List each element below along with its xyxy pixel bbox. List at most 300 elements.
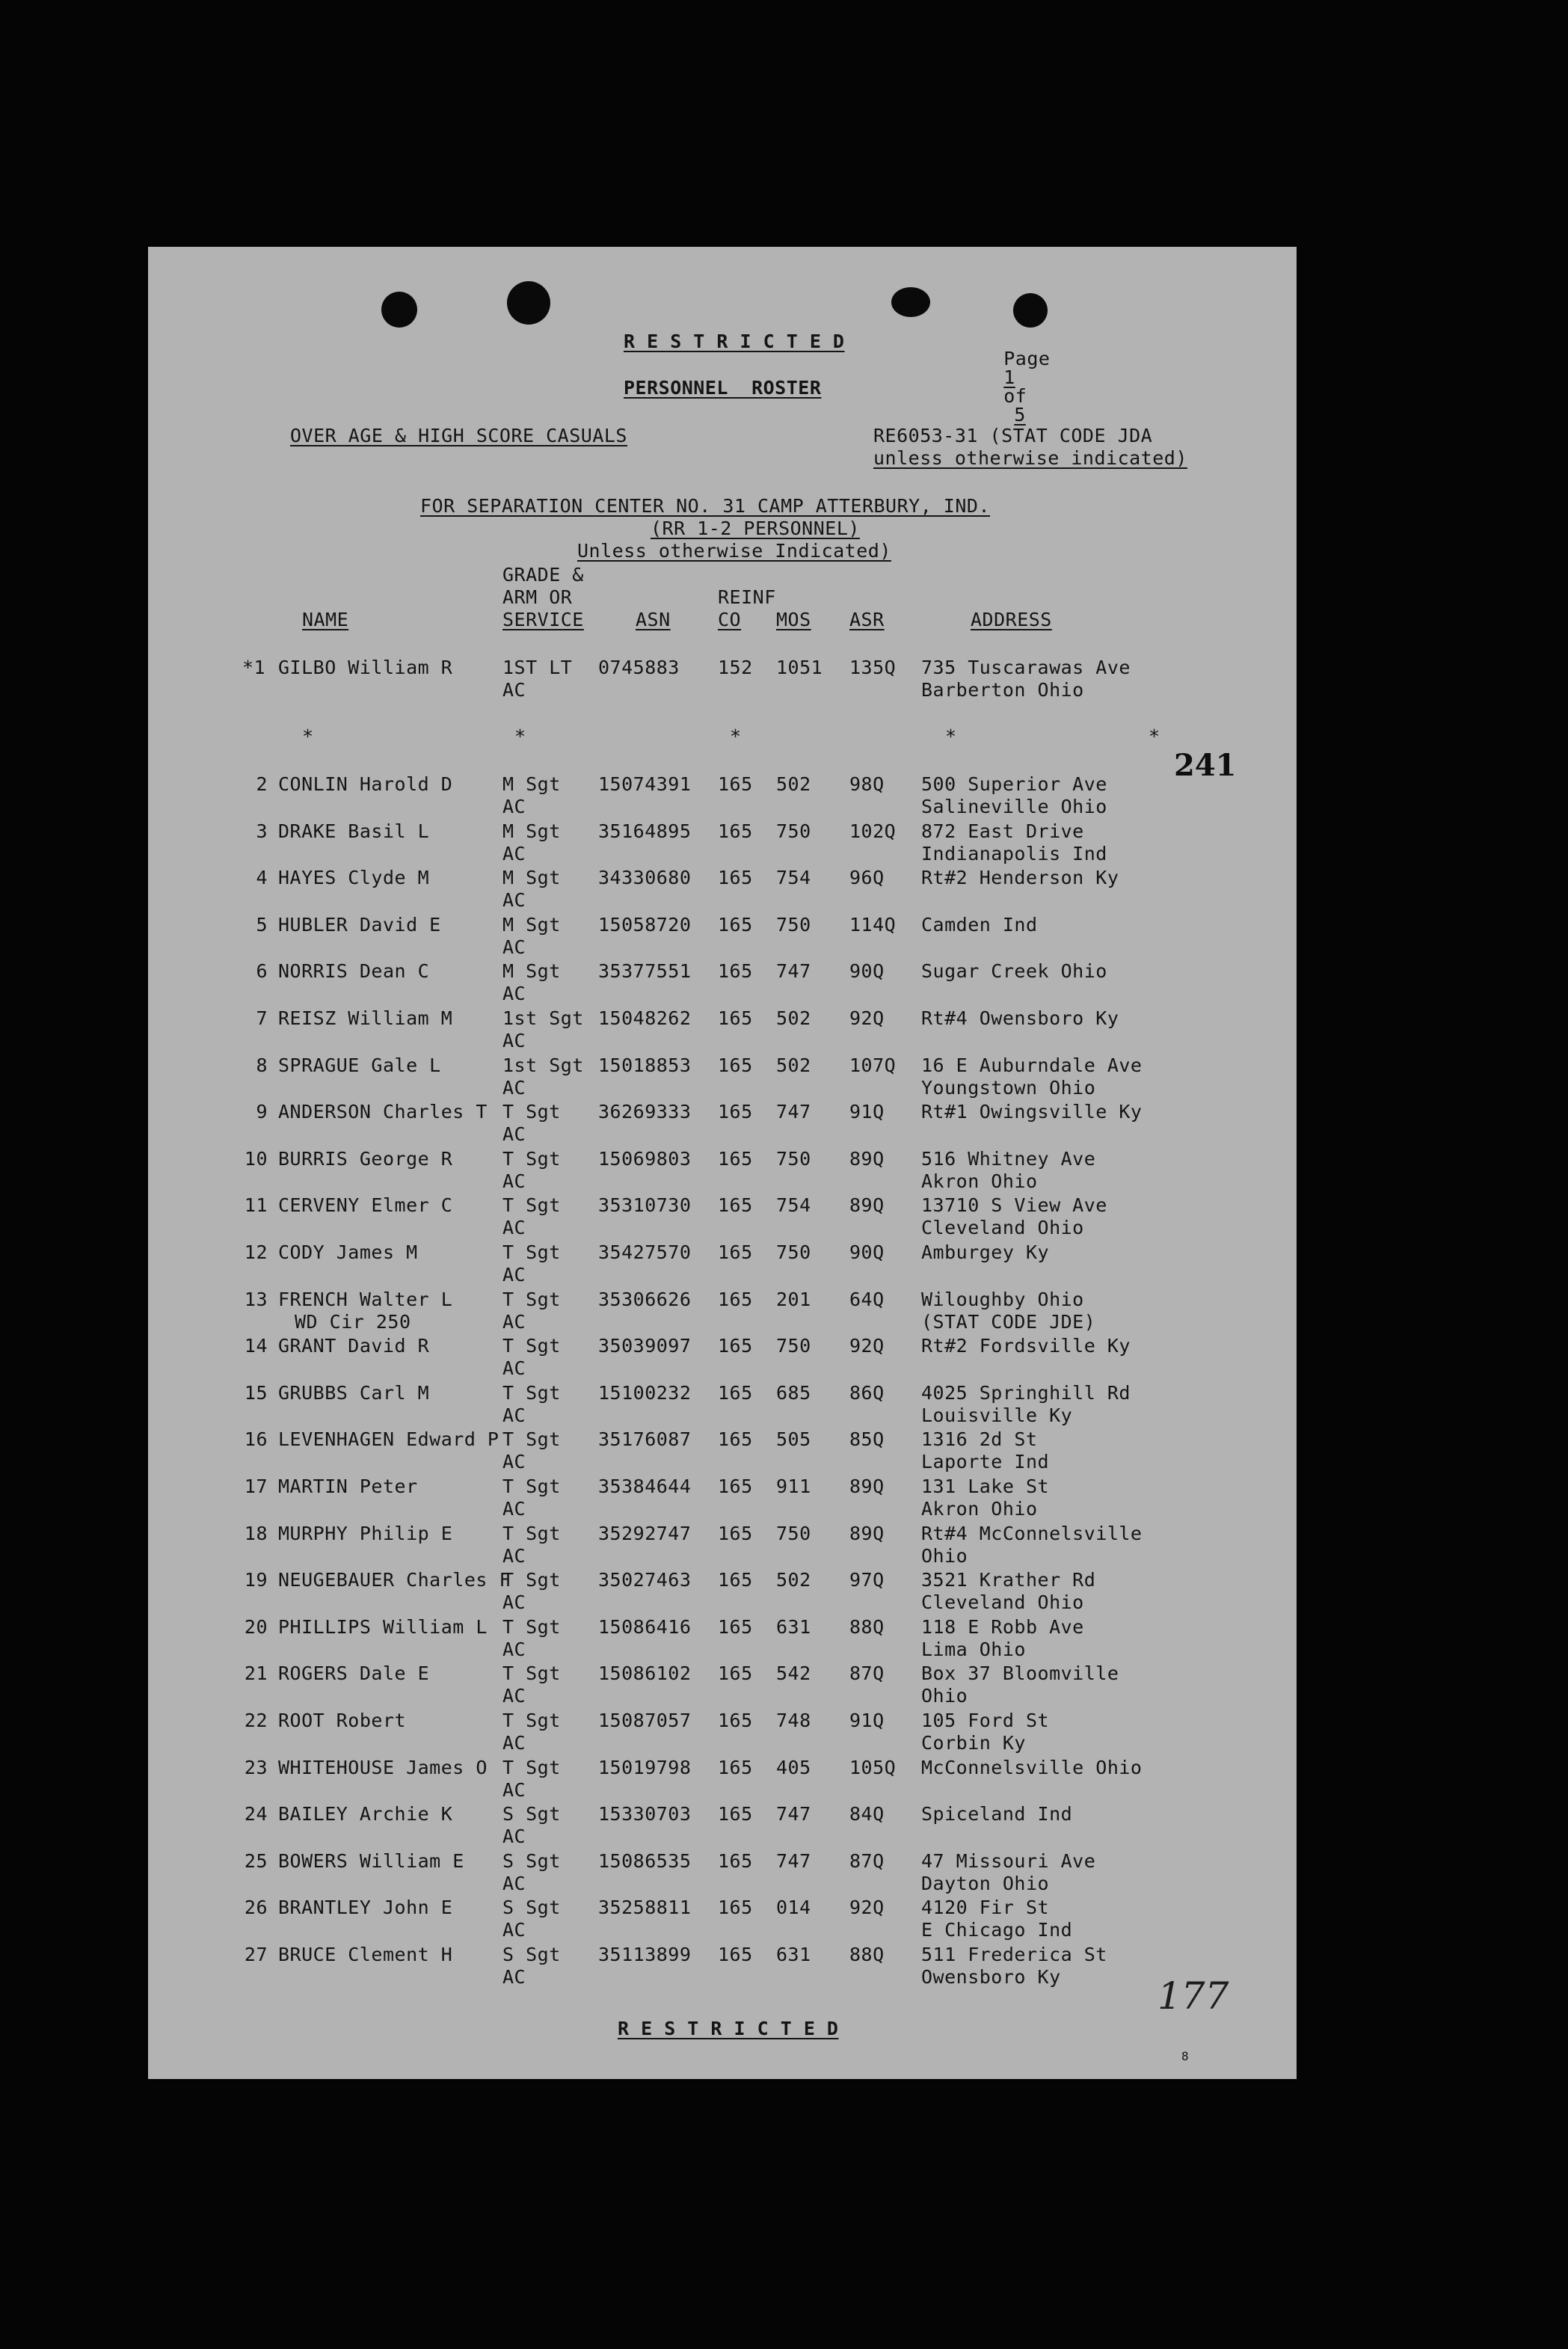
row-asr: 87Q [849,1662,885,1684]
row-num: 27 [244,1944,268,1965]
row-address-1: 500 Superior Ave [921,773,1107,795]
row-asn: 35176087 [598,1428,692,1450]
row-mos: 747 [776,1803,811,1825]
row-arm: AC [502,1779,526,1801]
row-name: GRANT David R [278,1335,430,1357]
row-name: GRUBBS Carl M [278,1382,430,1404]
table-row [148,1290,1297,1336]
row-co: 152 [718,657,753,678]
row-arm: AC [502,936,526,958]
row-name: NEUGEBAUER Charles F [278,1569,511,1591]
row-name: BAILEY Archie K [278,1803,453,1825]
center-line-1: FOR SEPARATION CENTER NO. 31 CAMP ATTERBURY, IND. [420,495,991,517]
row-grade: S Sgt [502,1897,561,1918]
row-grade: T Sgt [502,1428,561,1450]
row-address-2: Owensboro Ky [921,1966,1061,1988]
row-asr: 85Q [849,1428,885,1450]
row-co: 165 [718,867,753,888]
table-row [148,775,1297,821]
row-grade: T Sgt [502,1148,561,1170]
row-asn: 35113899 [598,1944,692,1965]
table-row [148,1430,1297,1476]
row-asn: 35258811 [598,1897,692,1918]
row-asr: 88Q [849,1944,885,1965]
row-co: 165 [718,1335,753,1357]
row-asr: 102Q [849,820,897,842]
restricted-footer: R E S T R I C T E D [618,2018,839,2039]
table-row [148,1102,1297,1149]
row-asn: 15069803 [598,1148,692,1170]
row-arm: AC [502,1826,526,1847]
row-name: PHILLIPS William L [278,1616,488,1638]
row-asr: 107Q [849,1054,897,1076]
col-reinf: REINF [718,586,776,608]
row-num: 18 [244,1523,268,1544]
row-num: 6 [256,960,268,982]
row-num: 16 [244,1428,268,1450]
row-name: HAYES Clyde M [278,867,430,888]
row-grade: T Sgt [502,1335,561,1357]
row-asn: 35292747 [598,1523,692,1544]
row-asn: 35039097 [598,1335,692,1357]
table-row [148,1618,1297,1664]
row-asn: 35384644 [598,1476,692,1497]
row-asn: 15018853 [598,1054,692,1076]
row-name: BURRIS George R [278,1148,453,1170]
row-asr: 87Q [849,1850,885,1872]
casual-title: OVER AGE & HIGH SCORE CASUALS [290,425,627,446]
row-arm: AC [502,1966,526,1988]
row-asn: 15086535 [598,1850,692,1872]
row-mos: 502 [776,1054,811,1076]
row-name: CERVENY Elmer C [278,1194,453,1216]
row-num: 14 [244,1335,268,1357]
table-row [148,1758,1297,1805]
asterisk-mark: * [730,725,742,747]
col-name: NAME [302,609,349,630]
row-co: 165 [718,1054,753,1076]
row-num: 3 [256,820,268,842]
row-grade: T Sgt [502,1289,561,1310]
row-address-2: Lima Ohio [921,1639,1026,1660]
row-address-2: Cleveland Ohio [921,1217,1084,1238]
row-name: NORRIS Dean C [278,960,430,982]
row-grade: 1st Sgt [502,1007,584,1029]
row-co: 165 [718,1662,753,1684]
row-arm: AC [502,1685,526,1707]
row-mos: 1051 [776,657,823,678]
row-mos: 750 [776,1335,811,1357]
row-mos: 502 [776,1007,811,1029]
row-num: 9 [256,1101,268,1123]
row-name: DRAKE Basil L [278,820,430,842]
table-row [148,1009,1297,1055]
row-arm: AC [502,1404,526,1426]
row-address-2: Indianapolis Ind [921,843,1107,865]
row-grade: S Sgt [502,1850,561,1872]
row-asr: 92Q [849,1335,885,1357]
row-grade: M Sgt [502,914,561,936]
row-address-1: 16 E Auburndale Ave [921,1054,1143,1076]
row-asr: 64Q [849,1289,885,1310]
page-total: 5 [1014,404,1026,426]
row-co: 165 [718,1944,753,1965]
row-address-2: Salineville Ohio [921,796,1107,817]
row-name: CODY James M [278,1241,418,1263]
row-asr: 84Q [849,1803,885,1825]
row-num: 2 [256,773,268,795]
row-grade: M Sgt [502,773,561,795]
table-row [148,1805,1297,1851]
row-co: 165 [718,1476,753,1497]
row-asn: 15100232 [598,1382,692,1404]
row-mos: 014 [776,1897,811,1918]
row-grade: S Sgt [502,1803,561,1825]
row-arm: AC [502,1451,526,1473]
row-asn: 34330680 [598,867,692,888]
row-asr: 91Q [849,1101,885,1123]
table-row [148,962,1297,1008]
row-arm: AC [502,1639,526,1660]
row-mos: 631 [776,1616,811,1638]
col-address: ADDRESS [971,609,1052,630]
row-address-1: 47 Missouri Ave [921,1850,1096,1872]
row-num: 7 [256,1007,268,1029]
row-name: BRUCE Clement H [278,1944,453,1965]
row-address-1: Rt#4 Owensboro Ky [921,1007,1119,1029]
row-mos: 911 [776,1476,811,1497]
row-address-1: Amburgey Ky [921,1241,1050,1263]
center-line-3: Unless otherwise Indicated) [577,540,891,562]
row-co: 165 [718,1007,753,1029]
row-num: 22 [244,1710,268,1731]
row-mos: 505 [776,1428,811,1450]
row-mos: 750 [776,1148,811,1170]
asterisk-mark: * [945,725,957,747]
row-asr: 135Q [849,657,897,678]
row-arm: AC [502,1030,526,1051]
row-co: 165 [718,1803,753,1825]
row-asr: 89Q [849,1148,885,1170]
row-name: ROOT Robert [278,1710,407,1731]
row-address-1: 105 Ford St [921,1710,1050,1731]
row-arm: AC [502,796,526,817]
row-mos: 405 [776,1757,811,1778]
row-num: 12 [244,1241,268,1263]
row-asn: 0745883 [598,657,680,678]
col-asn: ASN [636,609,671,630]
row-arm: AC [502,1077,526,1099]
row-num: 23 [244,1757,268,1778]
row-mos: 201 [776,1289,811,1310]
row-grade: 1st Sgt [502,1054,584,1076]
row-address-2: Barberton Ohio [921,679,1084,701]
row-co: 165 [718,1850,753,1872]
order-line-2: unless otherwise indicated) [873,447,1187,469]
row-asr: 91Q [849,1710,885,1731]
row-mos: 747 [776,960,811,982]
row-mos: 747 [776,1101,811,1123]
row-asn: 35306626 [598,1289,692,1310]
row-asr: 89Q [849,1194,885,1216]
row-name: ANDERSON Charles T [278,1101,488,1123]
row-name: WHITEHOUSE James O [278,1757,488,1778]
row-address-1: Spiceland Ind [921,1803,1073,1825]
row-name: HUBLER David E [278,914,441,936]
row-asr: 88Q [849,1616,885,1638]
row-name: MARTIN Peter [278,1476,418,1497]
table-row [148,1384,1297,1430]
row-num: 8 [256,1054,268,1076]
row-asr: 90Q [849,960,885,982]
row-name: MURPHY Philip E [278,1523,453,1544]
row-name: LEVENHAGEN Edward P [278,1428,499,1450]
row-address-2: Corbin Ky [921,1732,1026,1754]
row-num: 13 [244,1289,268,1310]
row-mos: 754 [776,867,811,888]
row-num: 21 [244,1662,268,1684]
row-name: BRANTLEY John E [278,1897,453,1918]
row-asr: 89Q [849,1476,885,1497]
table-row [148,1336,1297,1383]
row-asn: 35427570 [598,1241,692,1263]
row-address-1: Camden Ind [921,914,1038,936]
row-asr: 96Q [849,867,885,888]
row-asr: 97Q [849,1569,885,1591]
row-address-1: 735 Tuscarawas Ave [921,657,1131,678]
row-arm: AC [502,1217,526,1238]
row-address-1: 1316 2d St [921,1428,1038,1450]
table-row [148,1243,1297,1289]
row-address-1: McConnelsville Ohio [921,1757,1143,1778]
row-co: 165 [718,1148,753,1170]
row-address-2: Ohio [921,1545,968,1567]
table-row [148,1056,1297,1102]
row-co: 165 [718,1194,753,1216]
row-num: 5 [256,914,268,936]
order-line-1: RE6053-31 (STAT CODE JDA [873,425,1153,446]
row-arm: AC [502,889,526,911]
row-address-1: 3521 Krather Rd [921,1569,1096,1591]
row-co: 165 [718,1616,753,1638]
row-asr: 92Q [849,1007,885,1029]
row-address-2: Louisville Ky [921,1404,1073,1426]
table-row [148,1149,1297,1196]
row-grade: 1ST LT [502,657,573,678]
asterisk-mark: * [1149,725,1160,747]
row-arm: AC [502,1170,526,1192]
row-grade: T Sgt [502,1101,561,1123]
row-mos: 748 [776,1710,811,1731]
row-address-1: 516 Whitney Ave [921,1148,1096,1170]
row-asr: 86Q [849,1382,885,1404]
row-grade: S Sgt [502,1944,561,1965]
row-num: 4 [256,867,268,888]
row-co: 165 [718,1523,753,1544]
row-address-2: Akron Ohio [921,1498,1038,1520]
row-co: 165 [718,1569,753,1591]
page-number: 1 [1003,366,1015,388]
asterisk-mark: * [514,725,526,747]
restricted-header: R E S T R I C T E D [624,331,845,352]
row-address-2: (STAT CODE JDE) [921,1311,1096,1333]
row-co: 165 [718,1757,753,1778]
row-mos: 754 [776,1194,811,1216]
row-arm: AC [502,1591,526,1613]
row-mos: 750 [776,1523,811,1544]
row-arm: AC [502,1123,526,1145]
row-asn: 15086102 [598,1662,692,1684]
col-asr: ASR [849,609,885,630]
row-co: 165 [718,1897,753,1918]
row-num: 19 [244,1569,268,1591]
row-asn: 15086416 [598,1616,692,1638]
row-address-2: Cleveland Ohio [921,1591,1084,1613]
table-row [148,1898,1297,1944]
row-address-1: Rt#1 Owingsville Ky [921,1101,1143,1123]
row-mos: 542 [776,1662,811,1684]
row-arm: AC [502,983,526,1004]
row-name: REISZ William M [278,1007,453,1029]
row-num: *1 [242,657,266,678]
col-mos: MOS [776,609,811,630]
row-address-1: 4025 Springhill Rd [921,1382,1131,1404]
row-address-1: Rt#2 Henderson Ky [921,867,1119,888]
row-arm: AC [502,1498,526,1520]
table-row [148,1664,1297,1710]
table-row [148,868,1297,915]
row-name: BOWERS William E [278,1850,464,1872]
center-line-2: (RR 1-2 PERSONNEL) [651,518,860,539]
row-name-note: WD Cir 250 [295,1311,411,1333]
row-grade: T Sgt [502,1241,561,1263]
row-address-1: Sugar Creek Ohio [921,960,1107,982]
table-row [148,1711,1297,1757]
row-grade: T Sgt [502,1569,561,1591]
row-address-1: Rt#4 McConnelsville [921,1523,1143,1544]
table-row [148,1852,1297,1898]
row-asr: 90Q [849,1241,885,1263]
row-asn: 15074391 [598,773,692,795]
row-name: CONLIN Harold D [278,773,453,795]
row-grade: T Sgt [502,1476,561,1497]
row-co: 165 [718,820,753,842]
row-arm: AC [502,1311,526,1333]
roster-page [148,247,1297,2079]
table-row [148,915,1297,962]
row-arm: AC [502,1545,526,1567]
col-grade-1: GRADE & [502,564,584,586]
table-row [148,658,1297,704]
row-arm: AC [502,1357,526,1379]
col-grade-3: SERVICE [502,609,584,630]
col-grade-2: ARM OR [502,586,573,608]
row-mos: 502 [776,1569,811,1591]
page-of: of [1003,385,1027,407]
row-co: 165 [718,1428,753,1450]
row-address-1: 118 E Robb Ave [921,1616,1084,1638]
row-asn: 15048262 [598,1007,692,1029]
row-arm: AC [502,679,526,701]
page-label: Page [1003,348,1051,369]
row-asn: 36269333 [598,1101,692,1123]
row-num: 17 [244,1476,268,1497]
row-grade: T Sgt [502,1710,561,1731]
row-address-2: Dayton Ohio [921,1873,1050,1894]
row-co: 165 [718,960,753,982]
row-arm: AC [502,1919,526,1941]
asterisk-mark: * [302,725,314,747]
row-address-1: 131 Lake St [921,1476,1050,1497]
row-asn: 15087057 [598,1710,692,1731]
punch-hole [381,292,417,328]
row-address-1: Wiloughby Ohio [921,1289,1084,1310]
row-co: 165 [718,773,753,795]
row-asr: 114Q [849,914,897,936]
row-address-2: E Chicago Ind [921,1919,1073,1941]
row-num: 20 [244,1616,268,1638]
row-arm: AC [502,1264,526,1286]
row-co: 165 [718,1101,753,1123]
row-mos: 631 [776,1944,811,1965]
row-address-2: Youngstown Ohio [921,1077,1096,1099]
row-address-2: Akron Ohio [921,1170,1038,1192]
row-mos: 750 [776,914,811,936]
row-num: 10 [244,1148,268,1170]
handwritten-count: 177 [1157,1974,1229,2018]
row-num: 24 [244,1803,268,1825]
row-mos: 685 [776,1382,811,1404]
row-asr: 92Q [849,1897,885,1918]
row-asr: 89Q [849,1523,885,1544]
punch-hole [1013,293,1048,328]
row-co: 165 [718,1289,753,1310]
row-co: 165 [718,1710,753,1731]
table-row [148,1570,1297,1617]
table-row [148,1945,1297,1992]
table-row [148,1196,1297,1242]
row-grade: T Sgt [502,1382,561,1404]
table-row [148,1524,1297,1570]
row-address-2: Laporte Ind [921,1451,1050,1473]
row-arm: AC [502,1732,526,1754]
row-num: 15 [244,1382,268,1404]
row-address-1: 872 East Drive [921,820,1084,842]
row-asr: 105Q [849,1757,897,1778]
row-asn: 35027463 [598,1569,692,1591]
row-mos: 502 [776,773,811,795]
row-num: 25 [244,1850,268,1872]
row-mos: 750 [776,820,811,842]
punch-hole [891,287,930,317]
row-asn: 15330703 [598,1803,692,1825]
row-num: 11 [244,1194,268,1216]
margin-stamp: 241 [1174,748,1237,783]
corner-mark: 8 [1181,2049,1190,2063]
punch-hole [507,281,550,325]
row-name: SPRAGUE Gale L [278,1054,441,1076]
row-asn: 35310730 [598,1194,692,1216]
row-co: 165 [718,1382,753,1404]
row-asn: 15058720 [598,914,692,936]
row-co: 165 [718,1241,753,1263]
row-grade: M Sgt [502,820,561,842]
row-arm: AC [502,1873,526,1894]
table-row [148,1477,1297,1523]
row-mos: 750 [776,1241,811,1263]
row-arm: AC [502,843,526,865]
row-asn: 35164895 [598,820,692,842]
